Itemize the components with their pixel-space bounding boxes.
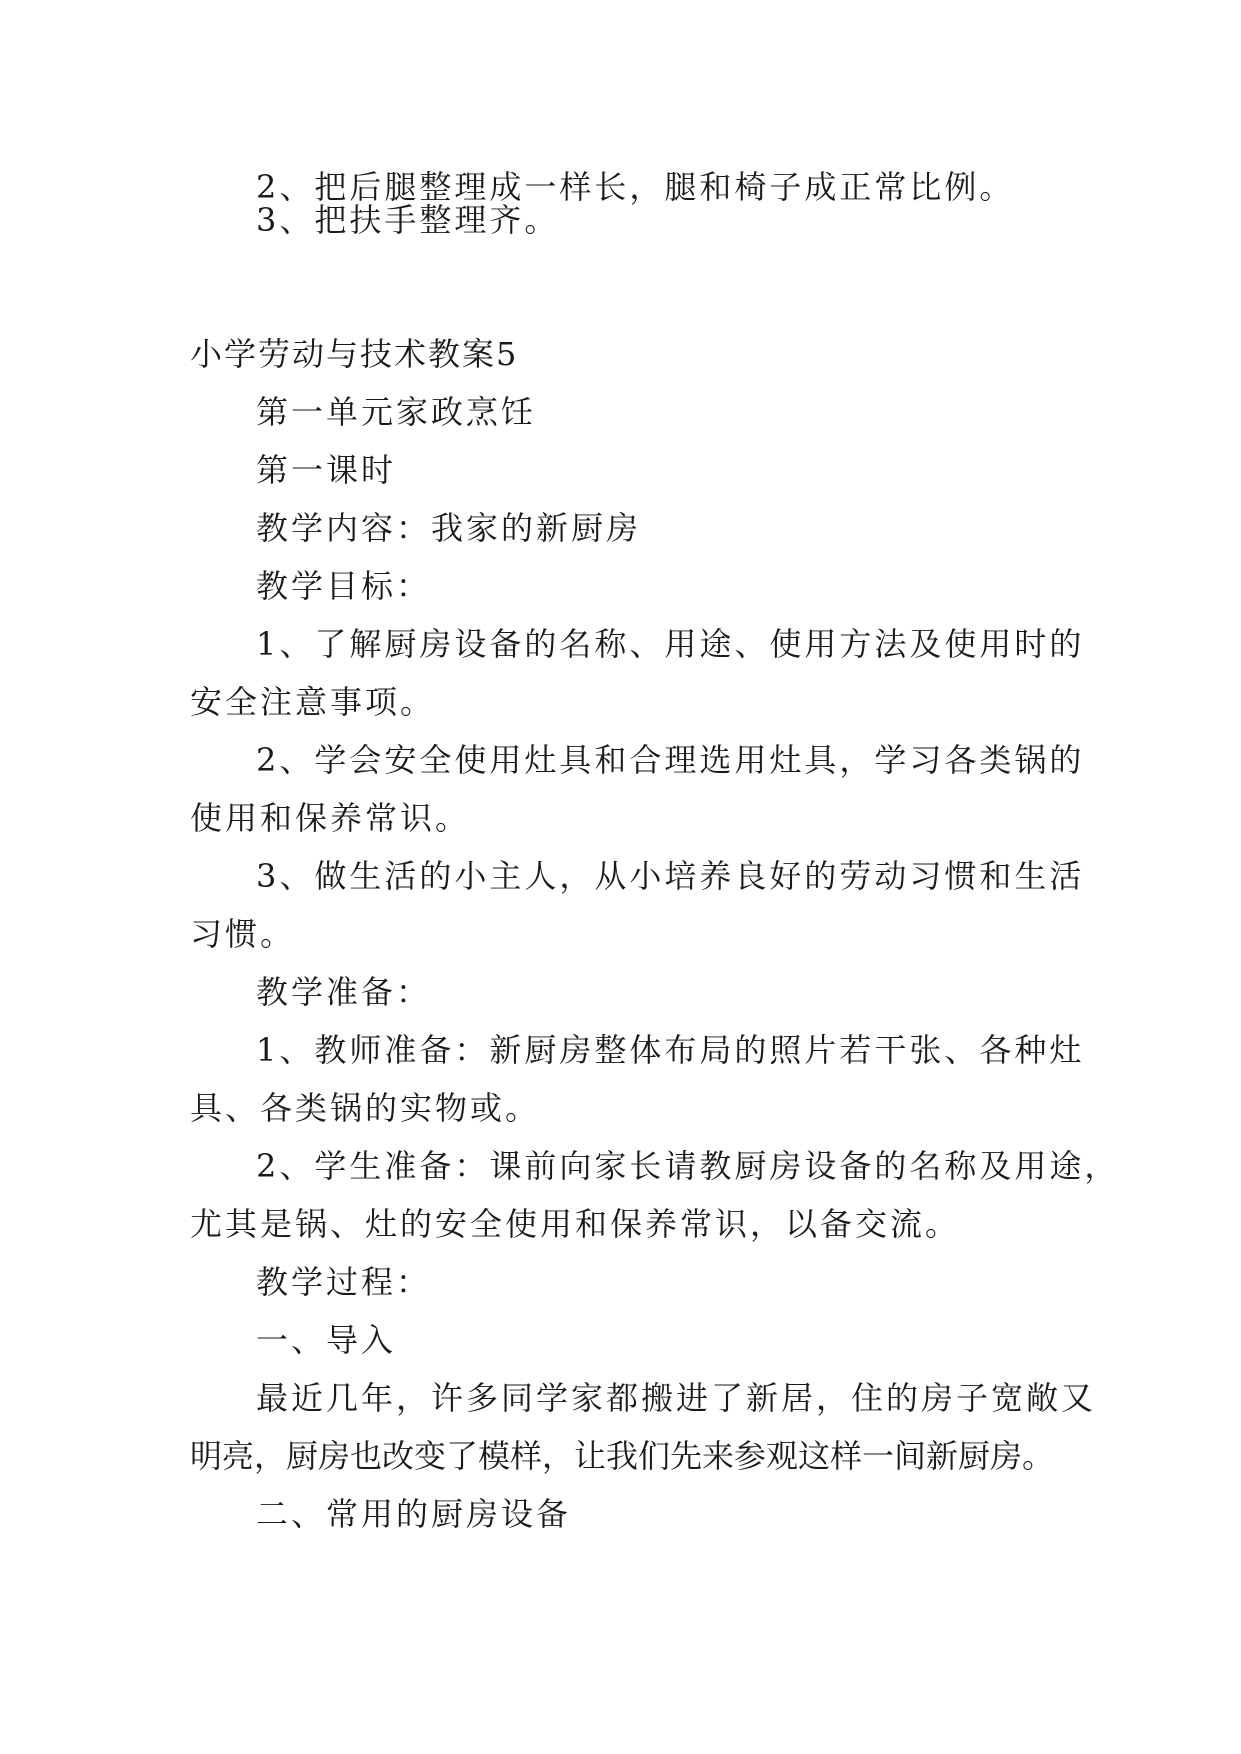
unit-title: 第一单元家政烹饪: [256, 393, 537, 431]
paragraph-line: 安全注意事项。: [190, 683, 436, 721]
paragraph-line: 2、把后腿整理成一样长，腿和椅子成正常比例。: [256, 168, 1015, 206]
paragraph-line: 2、学生准备：课前向家长请教厨房设备的名称及用途，: [256, 1147, 1120, 1185]
paragraph-line: 具、各类锅的实物或。: [190, 1089, 541, 1127]
paragraph-line: 3、把扶手整理齐。: [256, 201, 560, 239]
paragraph-line: 教学内容：我家的新厨房: [256, 509, 642, 547]
paragraph-line: 2、学会安全使用灶具和合理选用灶具，学习各类锅的: [256, 741, 1085, 779]
paragraph-line: 1、了解厨房设备的名称、用途、使用方法及使用时的: [256, 625, 1085, 663]
paragraph-line: 最近几年，许多同学家都搬进了新居，住的房子宽敞又: [256, 1379, 1097, 1417]
lesson-number: 第一课时: [256, 451, 397, 489]
paragraph-line: 二、常用的厨房设备: [256, 1495, 572, 1533]
paragraph-line: 3、做生活的小主人，从小培养良好的劳动习惯和生活: [256, 857, 1085, 895]
paragraph-line: 使用和保养常识。: [190, 799, 471, 837]
paragraph-line: 教学准备：: [256, 973, 432, 1011]
paragraph-line: 尤其是锅、灶的安全使用和保养常识，以备交流。: [190, 1205, 961, 1243]
section-heading: 小学劳动与技术教案5: [190, 335, 519, 373]
paragraph-line: 一、导入: [256, 1321, 397, 1359]
paragraph-line: 1、教师准备：新厨房整体布局的照片若干张、各种灶: [256, 1031, 1085, 1069]
paragraph-line: 教学目标：: [256, 567, 432, 605]
paragraph-line: 习惯。: [190, 915, 296, 953]
paragraph-line: 明亮，厨房也改变了模样，让我们先来参观这样一间新厨房。: [190, 1437, 1055, 1475]
paragraph-line: 教学过程：: [256, 1263, 432, 1301]
